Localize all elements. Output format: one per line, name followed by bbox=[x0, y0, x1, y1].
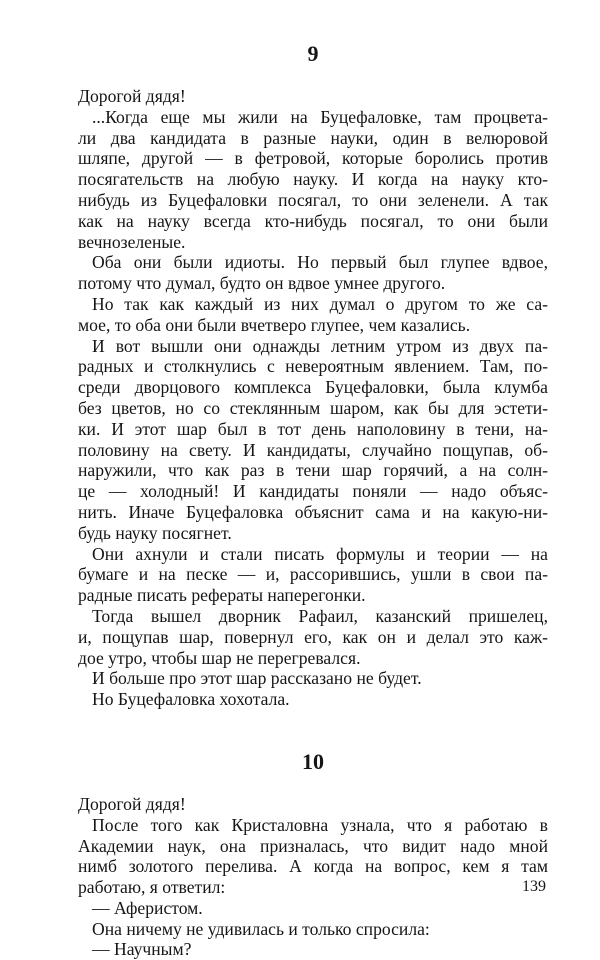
text-line: Они ахнули и стали писать формулы и теории — на bbox=[92, 543, 548, 564]
text-line: как на науку всегда кто-нибудь посягал, то они были bbox=[78, 210, 548, 231]
text-line: будь науку посягнет. bbox=[78, 522, 232, 543]
text-line: нить. Иначе Буцефаловка объяснит сама и на какую-ни- bbox=[78, 501, 548, 522]
text-line: радных и столкнулись с невероятным явлением. Там, по- bbox=[78, 356, 548, 377]
section-10-text bbox=[78, 794, 548, 960]
text-line: нибудь из Буцефаловки посягал, то они зеленели. А так bbox=[78, 189, 548, 210]
text-line: дое утро, чтобы шар не перегревался. bbox=[78, 647, 361, 668]
text-line: потому что думал, будто он вдвое умнее другого. bbox=[78, 273, 446, 294]
text-line: Она ничему не удивилась и только спросила: bbox=[92, 918, 430, 939]
text-line: радные писать рефераты наперегонки. bbox=[78, 585, 366, 606]
text-line: Оба они были идиоты. Но первый был глупее вдвое, bbox=[92, 252, 548, 273]
text-line: наружили, что как раз в тени шар горячий, а на солн- bbox=[78, 460, 548, 481]
section-9-salutation: Дорогой дядя! bbox=[78, 86, 186, 106]
text-line: среди дворцового комплекса Буцефаловки, была клумба bbox=[78, 377, 548, 398]
text-line: шляпе, другой — в фетровой, которые боролись против bbox=[78, 148, 548, 169]
page-body bbox=[78, 40, 548, 960]
text-line: Академии наук, она призналась, что видит надо мной bbox=[78, 835, 548, 856]
text-line: и, пощупав шар, повернул его, как он и делал это каж- bbox=[78, 626, 548, 647]
text-line: — Научным? bbox=[92, 939, 192, 960]
text-line: После того как Кристаловна узнала, что я работаю в bbox=[92, 814, 548, 835]
text-line: ли два кандидата в разные науки, один в велюровой bbox=[78, 127, 548, 148]
section-10-number: 10 bbox=[302, 748, 324, 774]
text-line: И больше про этот шар рассказано не будет. bbox=[92, 668, 422, 689]
text-line: вечнозеленые. bbox=[78, 231, 186, 252]
text-line: нимб золотого перелива. А когда на вопрос, кем я там bbox=[78, 856, 548, 877]
section-10-salutation: Дорогой дядя! bbox=[78, 793, 186, 814]
text-line: мое, то оба они были вчетверо глупее, чем казались. bbox=[78, 314, 471, 335]
text-line: бумаге и на песке — и, рассорившись, ушли в свои па- bbox=[78, 564, 548, 585]
section-9-text bbox=[78, 86, 548, 710]
page-number: 139 bbox=[522, 878, 546, 895]
text-line: работаю, я ответил: bbox=[78, 877, 226, 898]
text-line: Но так как каждый из них думал о другом то же са- bbox=[92, 293, 548, 314]
text-line: половину на свету. И кандидаты, случайно пощупав, об- bbox=[78, 439, 548, 460]
text-line: Но Буцефаловка хохотала. bbox=[92, 689, 290, 710]
section-9-number: 9 bbox=[307, 41, 319, 66]
text-line: посягательств на любую науку. И когда на науку кто- bbox=[78, 169, 548, 190]
text-line: ...Когда еще мы жили на Буцефаловке, там процвета- bbox=[92, 106, 548, 127]
text-line: ки. И этот шар был в тот день наполовину в тени, на- bbox=[78, 418, 548, 439]
text-line: без цветов, но со стеклянным шаром, как бы для эстети- bbox=[78, 397, 548, 418]
text-line: — Аферистом. bbox=[92, 897, 203, 918]
text-line: Тогда вышел дворник Рафаил, казанский пришелец, bbox=[92, 605, 548, 626]
text-line: це — холодный! И кандидаты поняли — надо объяс- bbox=[78, 481, 548, 502]
text-line: И вот вышли они однажды летним утром из двух па- bbox=[92, 335, 548, 356]
